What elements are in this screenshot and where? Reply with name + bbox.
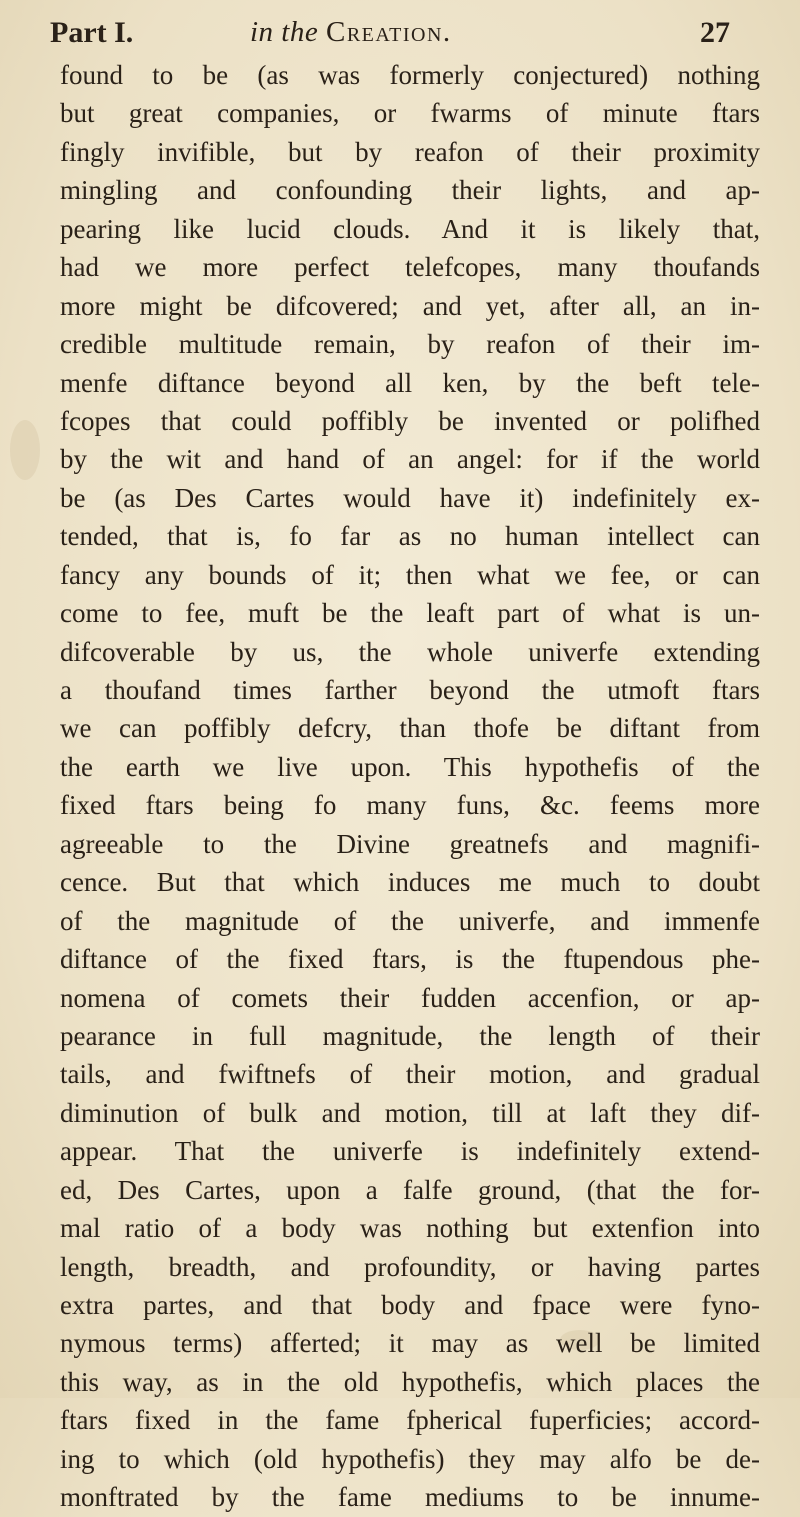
text-line: diftance of the fixed ftars, is the ftupendous phe- [60, 944, 760, 975]
body-text [60, 56, 760, 1517]
text-line: ed, Des Cartes, upon a falfe ground, (that the for- [60, 1174, 760, 1205]
paper-stain [10, 420, 40, 480]
text-line: appear. That the univerfe is indefinitely extend- [60, 1136, 760, 1167]
text-line: ftars fixed in the fame fpherical fuperficies; accord- [60, 1405, 760, 1436]
text-line: ing to which (old hypothefis) they may alfo be de- [60, 1443, 760, 1474]
text-line: we can poffibly defcry, than thofe be diftant from [60, 713, 760, 744]
text-line: nymous terms) afferted; it may as well be limited [60, 1328, 760, 1359]
running-title [250, 16, 452, 49]
text-line: by the wit and hand of an angel: for if the world [60, 444, 760, 475]
text-line: difcoverable by us, the whole univerfe extending [60, 636, 760, 667]
text-line: credible multitude remain, by reafon of their im- [60, 329, 760, 360]
text-line: the earth we live upon. This hypothefis of the [60, 751, 760, 782]
running-title-caps: Creation. [326, 16, 452, 48]
running-header [50, 16, 730, 60]
part-label: Part I. [50, 16, 134, 49]
text-line: but great companies, or fwarms of minute ftars [60, 98, 760, 129]
page-number: 27 [700, 16, 730, 49]
text-line: fancy any bounds of it; then what we fee, or can [60, 559, 760, 590]
text-line: extra partes, and that body and fpace were fyno- [60, 1290, 760, 1320]
text-line: diminution of bulk and motion, till at laft they dif- [60, 1097, 760, 1128]
text-line: come to fee, muft be the leaft part of what is un- [60, 598, 760, 629]
text-line: menfe diftance beyond all ken, by the beft tele- [60, 367, 760, 398]
text-line: had we more perfect telefcopes, many thoufands [60, 252, 760, 283]
text-line: found to be (as was formerly conjectured) nothing [60, 60, 760, 90]
text-line: length, breadth, and profoundity, or having partes [60, 1251, 760, 1282]
text-line: mal ratio of a body was nothing but extenfion into [60, 1213, 760, 1244]
text-line: agreeable to the Divine greatnefs and magnifi- [60, 828, 760, 859]
text-line: mingling and confounding their lights, and ap- [60, 175, 760, 206]
text-line: tended, that is, fo far as no human intellect can [60, 521, 760, 552]
text-line: of the magnitude of the univerfe, and immenfe [60, 905, 760, 936]
text-line: pearance in full magnitude, the length of their [60, 1020, 760, 1051]
text-line: pearing like lucid clouds. And it is likely that, [60, 213, 760, 244]
running-title-prefix: in the [250, 16, 319, 48]
text-line: fcopes that could poffibly be invented or polifhed [60, 405, 760, 436]
text-line: a thoufand times farther beyond the utmoft ftars [60, 675, 760, 705]
text-line: be (as Des Cartes would have it) indefinitely ex- [60, 482, 760, 513]
text-line: fingly invifible, but by reafon of their proximity [60, 136, 760, 167]
text-line: cence. But that which induces me much to doubt [60, 867, 760, 898]
text-line: monftrated by the fame mediums to be innume- [60, 1482, 760, 1513]
text-line: tails, and fwiftnefs of their motion, and gradual [60, 1059, 760, 1090]
text-line: more might be difcovered; and yet, after all, an in- [60, 290, 760, 321]
text-line: fixed ftars being fo many funs, &c. feems more [60, 790, 760, 821]
text-line: this way, as in the old hypothefis, which places the [60, 1366, 760, 1397]
text-line: nomena of comets their fudden accenfion, or ap- [60, 982, 760, 1013]
